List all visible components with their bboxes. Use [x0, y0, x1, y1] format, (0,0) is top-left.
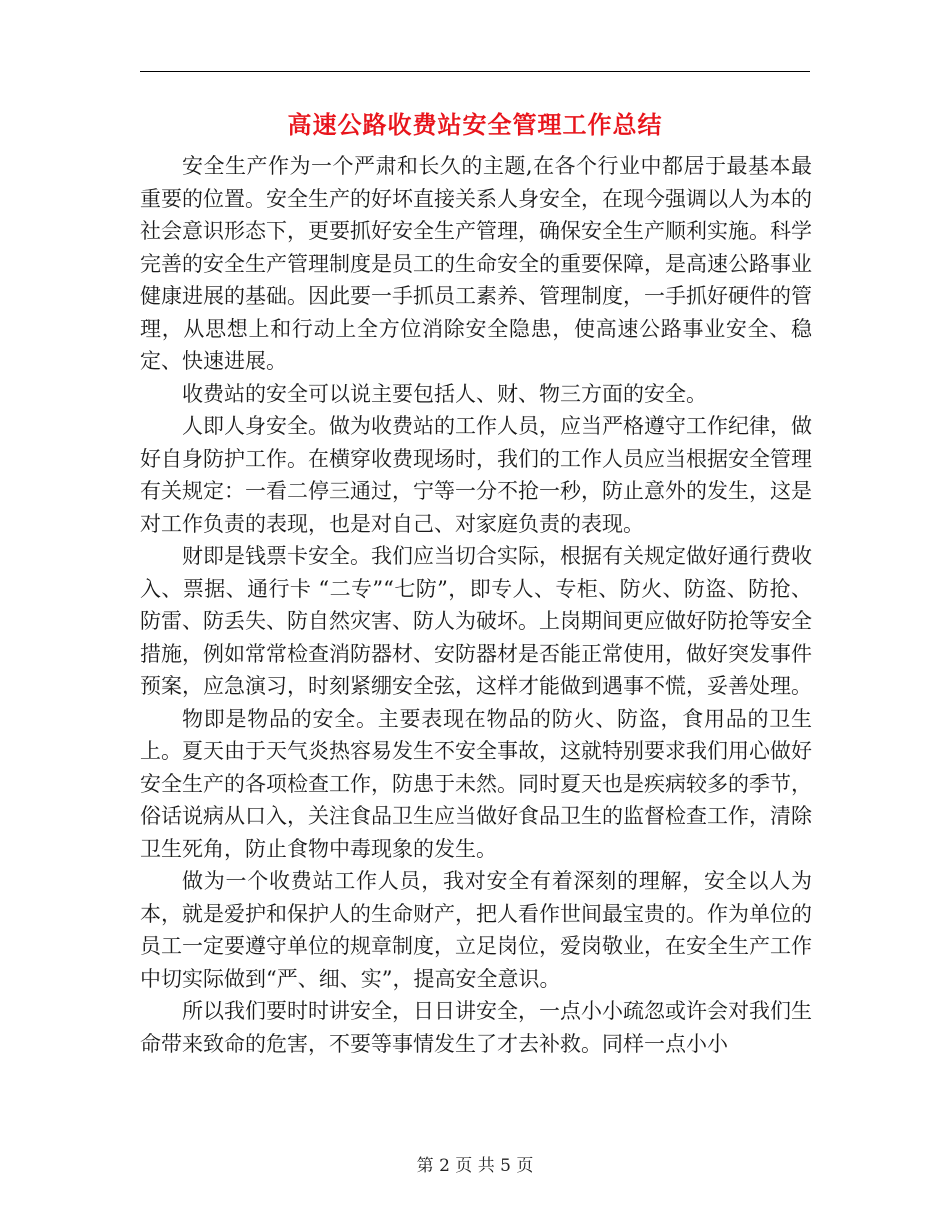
paragraph-2: 收费站的安全可以说主要包括人、财、物三方面的安全。	[182, 381, 707, 406]
paragraph-1: 安全生产作为一个严肃和长久的主题,在各个行业中都居于最基本最重要的位置。安全生产的好坏直接关系人身安全，在现今强调以人为本的社会意识形态下，更要抓好安全生产管理，确保安全生产顺利实施。科学完善的安全生产管理制度是员工的生命安全的重要保障，是高速公路事业健康进展的基础。因此要一手抓员工素养、管理制度，一手抓好硬件的管理，从思想上和行动上全方位消除安全隐患，使高速公路事业安全、稳定、快速进展。	[140, 154, 812, 373]
paragraph-5: 物即是物品的安全。主要表现在物品的防火、防盗，食用品的卫生上。夏天由于天气炎热容易发生不安全事故，这就特别要求我们用心做好安全生产的各项检查工作，防患于未然。同时夏天也是疾病较多的季节，俗话说病从口入，关注食品卫生应当做好食品卫生的监督检查工作，清除卫生死角，防止食物中毒现象的发生。	[140, 706, 812, 861]
paragraph-4: 财即是钱票卡安全。我们应当切合实际，根据有关规定做好通行费收入、票据、通行卡 “二专”“七防”，即专人、专柜、防火、防盗、防抢、防雷、防丢失、防自然灾害、防人为破坏。上岗期间更应做好防抢等安全措施，例如常常检查消防器材、安防器材是否能正常使用，做好突发事件预案，应急演习，时刻紧绷安全弦，这样才能做到遇事不慌，妥善处理。	[140, 544, 812, 698]
page-number-footer: 第 2 页 共 5 页	[416, 1156, 534, 1176]
paragraph-7: 所以我们要时时讲安全，日日讲安全，一点小小疏忽或许会对我们生命带来致命的危害，不要等事情发生了才去补救。同样一点小小	[140, 999, 812, 1056]
document-title: 高速公路收费站安全管理工作总结	[287, 110, 663, 139]
paragraph-6: 做为一个收费站工作人员，我对安全有着深刻的理解，安全以人为本，就是爱护和保护人的生命财产，把人看作世间最宝贵的。作为单位的员工一定要遵守单位的规章制度，立足岗位，爱岗敬业，在安全生产工作中切实际做到“严、细、实”，提高安全意识。	[140, 869, 812, 991]
header-rule	[140, 71, 810, 72]
paragraph-3: 人即人身安全。做为收费站的工作人员，应当严格遵守工作纪律，做好自身防护工作。在横穿收费现场时，我们的工作人员应当根据安全管理有关规定：一看二停三通过，宁等一分不抢一秒，防止意外的发生，这是对工作负责的表现，也是对自己、对家庭负责的表现。	[140, 414, 812, 536]
document-body	[140, 150, 812, 1060]
